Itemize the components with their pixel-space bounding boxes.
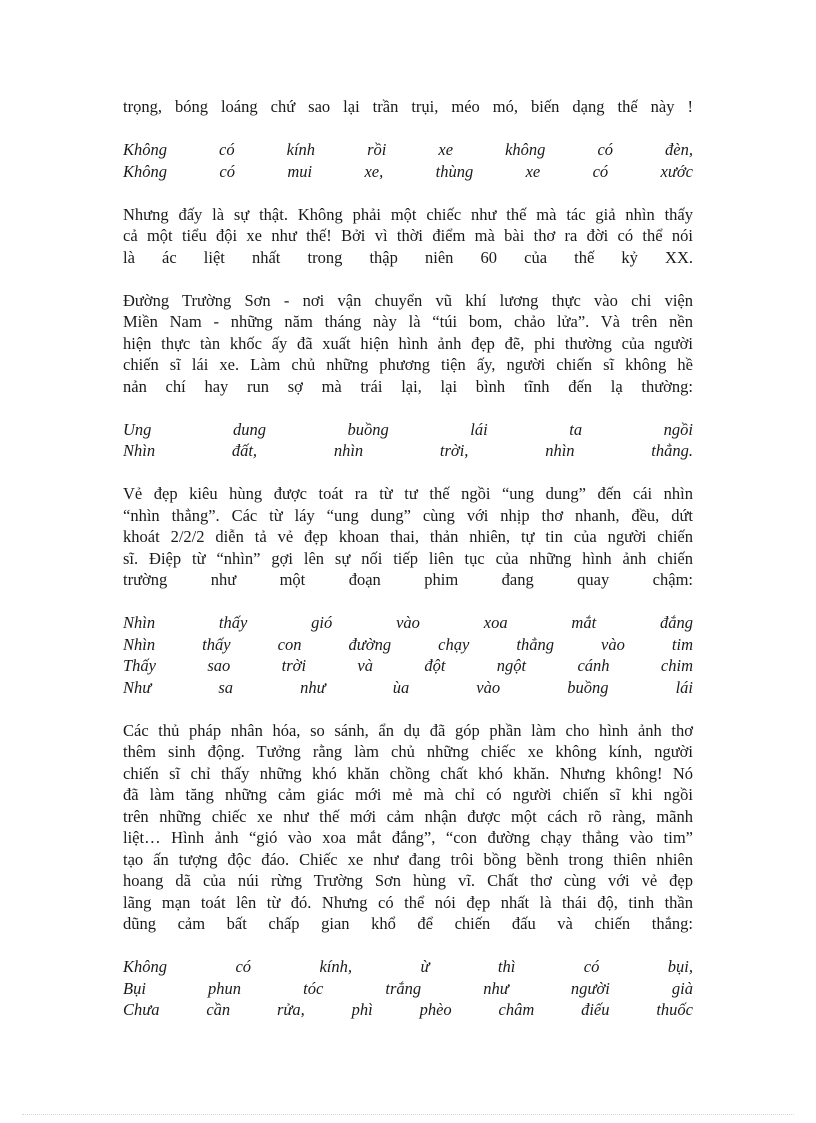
text-line: trọng, bóng loáng chứ sao lại trần trụi, méo mó, biến dạng thế này !: [123, 97, 693, 116]
text-line: Các thủ pháp nhân hóa, so sánh, ẩn dụ đã góp phần làm cho hình ảnh thơ: [123, 720, 693, 740]
verse-line: Nhìn thấy con đường chạy thẳng vào tim: [123, 634, 693, 654]
text-line: hiện thực tàn khốc ấy đã xuất hiện hình ảnh đẹp đẽ, phi thường của người: [123, 333, 693, 353]
verse-stanza-4: [123, 956, 693, 1021]
verse-line: Ung dung buồng lái ta ngồi: [123, 419, 693, 439]
text-line: Nhưng đấy là sự thật. Không phải một chiếc như thế mà tác giả nhìn thấy: [123, 204, 693, 224]
verse-line: Nhìn đất, nhìn trời, nhìn thẳng.: [123, 441, 693, 460]
text-line: trường như một đoạn phim đang quay chậm:: [123, 570, 693, 589]
text-line: hoang dã của núi rừng Trường Sơn hùng vĩ. Chất thơ cùng với vẻ đẹp: [123, 871, 693, 890]
verse-line: Bụi phun tóc trắng như người già: [123, 978, 693, 998]
verse-line: Không có kính rồi xe không có đèn,: [123, 140, 693, 159]
text-line: khoát 2/2/2 diễn tả vẻ đẹp khoan thai, thản nhiên, tự tin của người chiến: [123, 527, 693, 546]
verse-line: Thấy sao trời và đột ngột cánh chim: [123, 656, 693, 675]
verse-line: Như sa như ùa vào buồng lái: [123, 677, 693, 697]
verse-line: Không có kính, ừ thì có bụi,: [123, 957, 693, 976]
text-line: lãng mạn toát lên từ đó. Nhưng có thể nói đẹp nhất là thái độ, tinh thần: [123, 892, 693, 912]
verse-line: Chưa cần rửa, phì phèo châm điếu thuốc: [123, 1000, 693, 1019]
text-line: sĩ. Điệp từ “nhìn” gợi lên sự nối tiếp liên tục của những hình ảnh chiến: [123, 548, 693, 568]
text-line: là ác liệt nhất trong thập niên 60 của thế kỷ XX.: [123, 247, 693, 267]
text-line: Đường Trường Sơn - nơi vận chuyển vũ khí lương thực vào chi viện: [123, 290, 693, 310]
verse-stanza-2: [123, 419, 693, 462]
text-line: “nhìn thẳng”. Các từ láy “ung dung” cùng với nhịp thơ nhanh, đều, dứt: [123, 505, 693, 525]
text-line: chiến sĩ chỉ thấy những khó khăn chồng chất khó khăn. Nhưng không! Nó: [123, 763, 693, 783]
text-line: dũng cảm bất chấp gian khổ để chiến đấu và chiến thắng:: [123, 914, 693, 933]
text-line: Vẻ đẹp kiêu hùng được toát ra từ tư thế ngồi “ung dung” đến cái nhìn: [123, 484, 693, 503]
text-line: liệt… Hình ảnh “gió vào xoa mắt đắng”, “con đường chạy thẳng vào tim”: [123, 828, 693, 847]
verse-stanza-3: [123, 612, 693, 698]
text-line: cả một tiểu đội xe như thế! Bởi vì thời điểm mà bài thơ ra đời có thể nói: [123, 226, 693, 245]
paragraph-3: [123, 483, 693, 591]
text-line: đã làm tăng những cảm giác mới mẻ mà chỉ có người chiến sĩ khi ngồi: [123, 785, 693, 804]
text-line: nản chí hay run sợ mà trái lại, lại bình tĩnh đến lạ thường:: [123, 376, 693, 396]
paragraph-4: [123, 720, 693, 935]
page-bottom-border: [22, 1114, 794, 1115]
text-line: trên những chiếc xe như thế mới cảm nhận được một cách rõ ràng, mãnh: [123, 806, 693, 826]
paragraph-2: [123, 290, 693, 398]
verse-stanza-1: [123, 139, 693, 182]
text-line: chiến sĩ lái xe. Làm chủ những phương tiện ấy, người chiến sĩ không hề: [123, 355, 693, 374]
text-line: tạo ấn tượng độc đáo. Chiếc xe như đang trôi bồng bềnh trong thiên nhiên: [123, 849, 693, 869]
document-page: [123, 96, 693, 1042]
paragraph-1: [123, 204, 693, 269]
verse-line: Nhìn thấy gió vào xoa mắt đắng: [123, 613, 693, 632]
text-line: Miền Nam - những năm tháng này là “túi bom, chảo lửa”. Và trên nền: [123, 312, 693, 331]
text-line: thêm sinh động. Tưởng rằng làm chủ những chiếc xe không kính, người: [123, 742, 693, 761]
intro-line: [123, 96, 693, 118]
verse-line: Không có mui xe, thùng xe có xước: [123, 161, 693, 181]
